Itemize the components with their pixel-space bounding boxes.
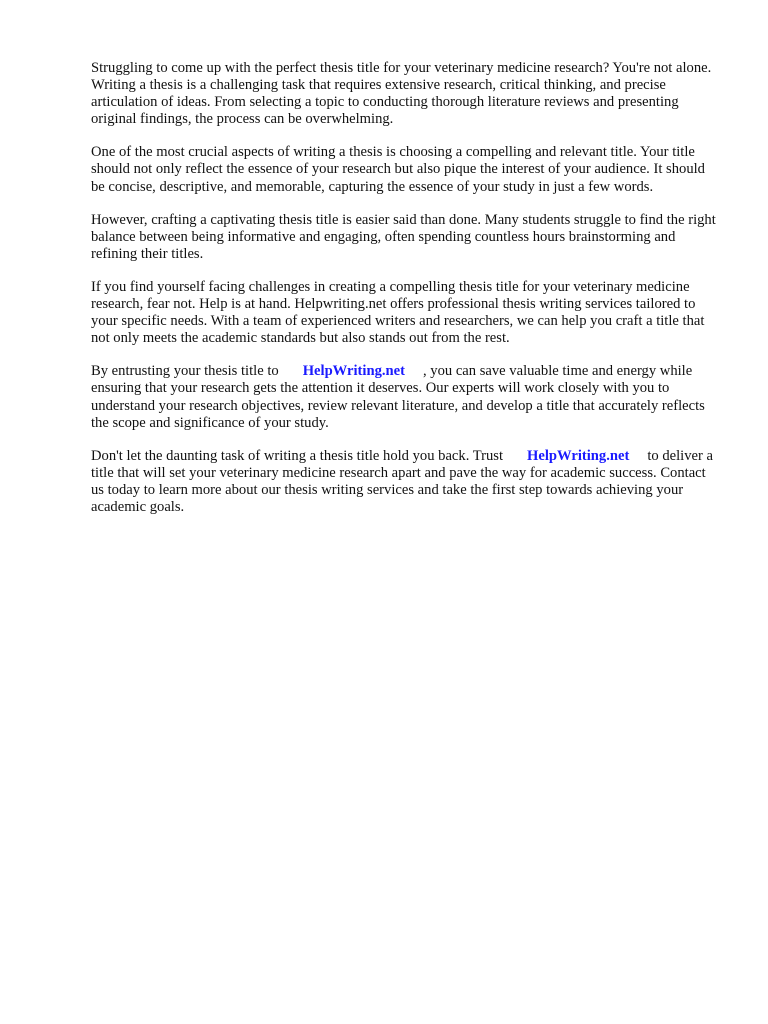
paragraph-intro: Struggling to come up with the perfect thesis title for your veterinary medicine research? You're not alone. Writing a thesis is a challenging task that requires extensive research, critical thinking, and precise articulation of ideas. From selecting a topic to conducting thorough literature reviews and presenting original findings, the process can be overwhelming. <box>91 60 712 128</box>
paragraph-entrusting-rest: , you can save valuable time and energy while ensuring that your research gets the attention it deserves. Our experts will work closely with you to understand your research objectives, review relevant literature, and develop a title that accurately reflects the scope and significance of your study. <box>91 363 705 431</box>
paragraph-help: If you find yourself facing challenges in creating a compelling thesis title for your veterinary medicine research, fear not. Help is at hand. Helpwriting.net offers professional thesis writing services tailored to your specific needs. With a team of experienced writers and researchers, we can help you craft a title that not only meets the academic standards but also stands out from the rest. <box>91 278 705 347</box>
paragraph-entrusting-lead: By entrusting your thesis title to <box>91 363 279 380</box>
paragraph-challenge: However, crafting a captivating thesis title is easier said than done. Many students struggle to find the right balance between being informative and engaging, often spending countless hours brainstorming and refining their titles. <box>91 211 716 262</box>
paragraph-closing <box>91 448 721 516</box>
helpwriting-link-1[interactable]: HelpWriting.net <box>302 363 405 380</box>
document-body <box>91 60 721 532</box>
helpwriting-link-2[interactable]: HelpWriting.net <box>527 447 630 464</box>
paragraph-closing-lead: Don't let the daunting task of writing a thesis title hold you back. Trust <box>91 447 504 464</box>
paragraph-closing-rest: to deliver a title that will set your veterinary medicine research apart and pave the way for academic success. Contact us today to learn more about our thesis writing services and take the first step towards achieving your academic goals. <box>91 447 713 515</box>
paragraph-title-importance: One of the most crucial aspects of writing a thesis is choosing a compelling and relevant title. Your title should not only reflect the essence of your research but also pique the interest of your audience. It should be concise, descriptive, and memorable, capturing the essence of your study in just a few words. <box>91 144 705 195</box>
paragraph-entrusting <box>91 363 721 431</box>
